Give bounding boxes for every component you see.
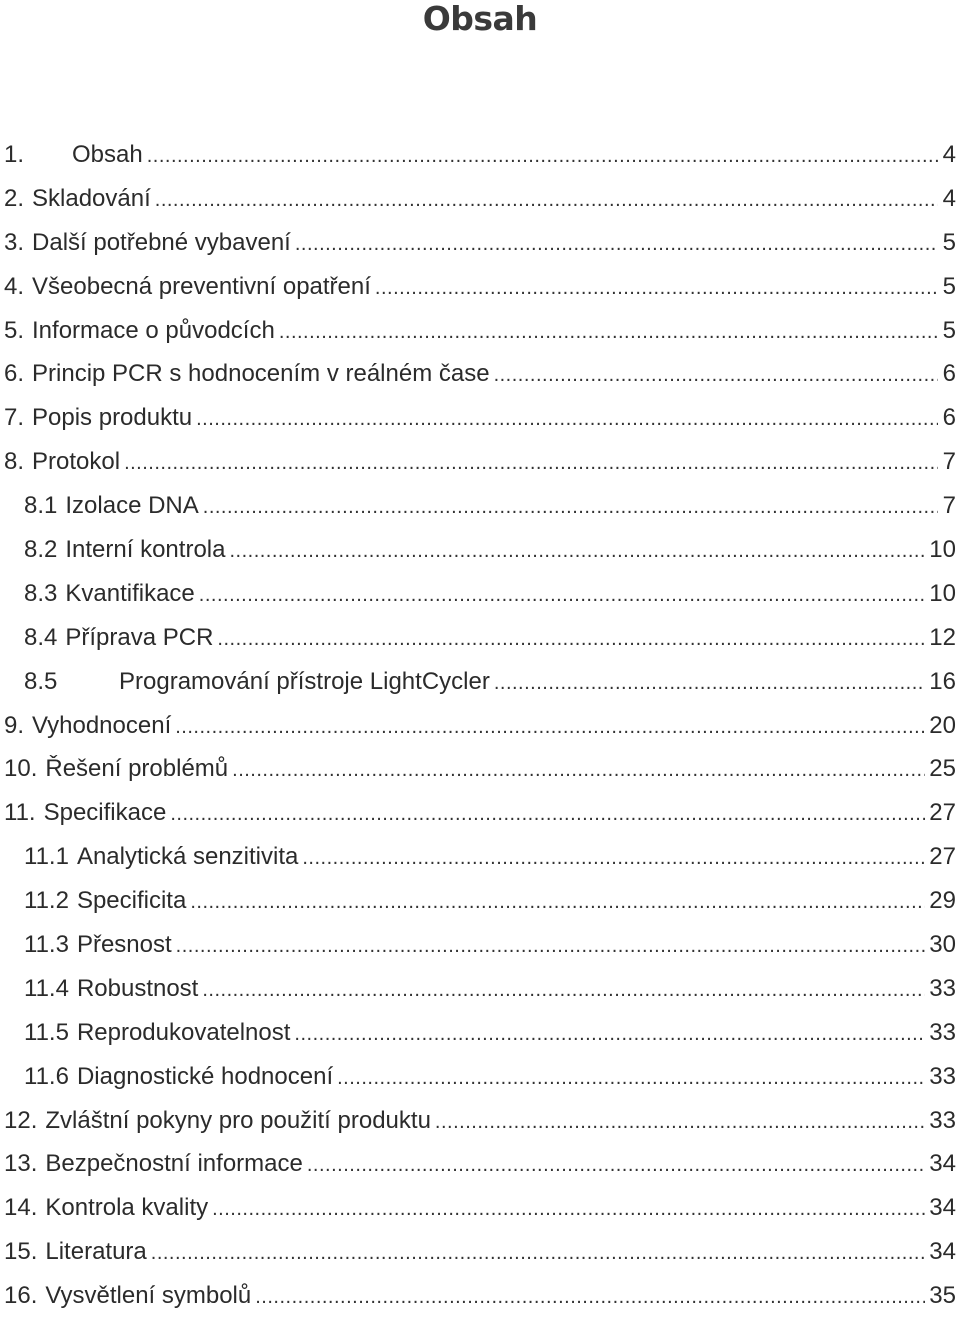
toc-entry[interactable] xyxy=(4,133,960,177)
toc-dot-leader xyxy=(212,1186,925,1232)
toc-entry-label: Bezpečnostní informace xyxy=(45,1150,303,1178)
toc-entry[interactable] xyxy=(4,835,960,879)
toc-entry-page-number: 27 xyxy=(929,799,956,827)
toc-entry-number: 11. xyxy=(4,799,36,827)
toc-entry-label: Další potřebné vybavení xyxy=(32,228,291,256)
toc-entry-label: Kontrola kvality xyxy=(45,1194,209,1222)
toc-entry-number: 6. xyxy=(4,360,25,388)
toc-entry[interactable] xyxy=(4,1142,960,1186)
toc-entry-page-number: 27 xyxy=(929,843,956,871)
toc-entry-number: 12. xyxy=(4,1106,38,1134)
toc-entry-label: Kvantifikace xyxy=(65,579,195,607)
table-of-contents xyxy=(4,133,960,1318)
toc-dot-leader xyxy=(435,1099,925,1145)
toc-entry[interactable] xyxy=(4,221,960,265)
toc-entry-page-number: 10 xyxy=(929,579,956,607)
toc-entry[interactable] xyxy=(4,1274,960,1318)
toc-entry-page-number: 10 xyxy=(929,536,956,564)
toc-entry-number: 1. xyxy=(4,141,25,168)
toc-entry[interactable] xyxy=(4,528,960,572)
toc-entry[interactable] xyxy=(4,660,960,704)
toc-entry-number: 11.6 xyxy=(24,1062,69,1090)
toc-entry-page-number: 20 xyxy=(929,711,956,739)
toc-entry[interactable] xyxy=(4,396,960,440)
toc-entry[interactable] xyxy=(4,791,960,835)
toc-entry-label: Zvláštní pokyny pro použití produktu xyxy=(45,1106,431,1134)
toc-dot-leader xyxy=(494,660,925,706)
toc-entry-number: 8.5 xyxy=(24,667,58,695)
toc-entry-label: Řešení problémů xyxy=(45,755,229,783)
toc-entry[interactable] xyxy=(4,704,960,748)
toc-entry-page-number: 33 xyxy=(929,1062,956,1090)
toc-entry-label: Vysvětlení symbolů xyxy=(45,1282,252,1310)
toc-dot-leader xyxy=(295,221,938,267)
toc-entry[interactable] xyxy=(4,1230,960,1274)
toc-entry-label: Specificita xyxy=(76,887,187,915)
toc-dot-leader xyxy=(202,967,925,1013)
toc-entry-number: 13. xyxy=(4,1150,38,1178)
toc-entry[interactable] xyxy=(4,1055,960,1099)
toc-entry-page-number: 34 xyxy=(929,1150,956,1178)
toc-entry[interactable] xyxy=(4,309,960,353)
toc-entry[interactable] xyxy=(4,747,960,791)
toc-entry-label: Izolace DNA xyxy=(65,492,199,520)
toc-entry[interactable] xyxy=(4,572,960,616)
toc-dot-leader xyxy=(229,528,925,574)
toc-entry-page-number: 5 xyxy=(942,272,956,300)
toc-entry-number: 11.1 xyxy=(24,843,69,871)
toc-entry-number: 8.2 xyxy=(24,536,58,564)
toc-entry[interactable] xyxy=(4,177,960,221)
toc-entry-label: Analytická senzitivita xyxy=(76,843,299,871)
toc-entry-number: 16. xyxy=(4,1282,38,1310)
toc-entry[interactable] xyxy=(4,616,960,660)
toc-entry-label: Popis produktu xyxy=(32,404,193,432)
toc-entry[interactable] xyxy=(4,879,960,923)
toc-dot-leader xyxy=(151,1230,926,1276)
toc-entry[interactable] xyxy=(4,1186,960,1230)
toc-dot-leader xyxy=(375,265,938,311)
toc-dot-leader xyxy=(302,835,925,881)
toc-dot-leader xyxy=(203,484,938,530)
toc-dot-leader xyxy=(175,704,925,750)
toc-entry-page-number: 33 xyxy=(929,1018,956,1046)
page-title: Obsah xyxy=(422,0,538,38)
toc-entry-label: Princip PCR s hodnocením v reálném čase xyxy=(32,360,490,388)
toc-dot-leader xyxy=(155,177,938,223)
toc-entry-label: Informace o původcích xyxy=(32,316,275,344)
toc-entry-number: 14. xyxy=(4,1194,38,1222)
toc-entry-number: 11.2 xyxy=(24,887,69,915)
toc-entry-page-number: 34 xyxy=(929,1194,956,1222)
toc-dot-leader xyxy=(494,352,938,398)
toc-entry-page-number: 5 xyxy=(942,316,956,344)
toc-entry-label: Interní kontrola xyxy=(65,536,226,564)
toc-entry[interactable] xyxy=(4,352,960,396)
toc-entry-page-number: 33 xyxy=(929,974,956,1002)
toc-entry-number: 10. xyxy=(4,755,38,783)
toc-entry-label: Příprava PCR xyxy=(65,623,214,651)
toc-entry-label: Všeobecná preventivní opatření xyxy=(32,272,371,300)
toc-entry[interactable] xyxy=(4,923,960,967)
toc-entry-label: Programování přístroje LightCycler xyxy=(119,667,490,695)
toc-entry-label: Robustnost xyxy=(76,974,199,1002)
toc-dot-leader xyxy=(294,1011,925,1057)
toc-entry-number: 8.3 xyxy=(24,579,58,607)
toc-entry-page-number: 6 xyxy=(942,360,956,388)
toc-entry[interactable] xyxy=(4,440,960,484)
toc-entry[interactable] xyxy=(4,484,960,528)
toc-entry-number: 11.3 xyxy=(24,931,69,959)
toc-entry-label: Specifikace xyxy=(43,799,167,827)
toc-entry-number: 11.4 xyxy=(24,974,69,1002)
toc-entry-label: Přesnost xyxy=(76,931,172,959)
toc-entry-page-number: 30 xyxy=(929,931,956,959)
toc-dot-leader xyxy=(124,440,938,486)
toc-entry-label: Literatura xyxy=(45,1238,147,1266)
toc-entry-page-number: 33 xyxy=(929,1106,956,1134)
toc-entry-number: 8. xyxy=(4,448,25,476)
toc-entry-label: Vyhodnocení xyxy=(32,711,172,739)
toc-entry-label: Obsah xyxy=(72,141,143,168)
toc-dot-leader xyxy=(279,309,938,355)
toc-entry-label: Protokol xyxy=(32,448,121,476)
toc-dot-leader xyxy=(170,791,925,837)
toc-entry-label: Skladování xyxy=(32,184,151,212)
toc-dot-leader xyxy=(255,1274,925,1320)
toc-dot-leader xyxy=(199,572,926,618)
toc-entry-number: 8.1 xyxy=(24,492,58,520)
toc-entry-page-number: 29 xyxy=(929,887,956,915)
toc-entry-page-number: 7 xyxy=(942,492,956,520)
toc-dot-leader xyxy=(147,133,938,179)
toc-entry[interactable] xyxy=(4,1099,960,1143)
toc-entry-page-number: 7 xyxy=(942,448,956,476)
toc-entry-page-number: 34 xyxy=(929,1238,956,1266)
toc-entry-number: 2. xyxy=(4,184,25,212)
toc-entry-number: 8.4 xyxy=(24,623,58,651)
toc-entry-number: 4. xyxy=(4,272,25,300)
toc-entry-number: 9. xyxy=(4,711,25,739)
toc-entry-number: 11.5 xyxy=(24,1018,69,1046)
toc-dot-leader xyxy=(190,879,925,925)
toc-dot-leader xyxy=(232,747,925,793)
toc-entry-number: 3. xyxy=(4,228,25,256)
toc-entry-number: 5. xyxy=(4,316,25,344)
toc-entry-page-number: 16 xyxy=(929,667,956,695)
toc-entry-page-number: 5 xyxy=(942,228,956,256)
toc-entry-number: 15. xyxy=(4,1238,38,1266)
toc-entry-label: Reprodukovatelnost xyxy=(76,1018,291,1046)
toc-dot-leader xyxy=(196,396,938,442)
toc-entry-page-number: 4 xyxy=(942,141,956,168)
toc-entry[interactable] xyxy=(4,967,960,1011)
toc-entry-page-number: 4 xyxy=(942,184,956,212)
toc-entry[interactable] xyxy=(4,265,960,309)
toc-entry-number: 7. xyxy=(4,404,25,432)
toc-entry[interactable] xyxy=(4,1011,960,1055)
toc-dot-leader xyxy=(217,616,925,662)
toc-dot-leader xyxy=(307,1142,925,1188)
toc-dot-leader xyxy=(176,923,926,969)
toc-entry-page-number: 25 xyxy=(929,755,956,783)
toc-entry-page-number: 35 xyxy=(929,1282,956,1310)
toc-entry-page-number: 12 xyxy=(929,623,956,651)
toc-entry-label: Diagnostické hodnocení xyxy=(76,1062,334,1090)
toc-entry-page-number: 6 xyxy=(942,404,956,432)
toc-dot-leader xyxy=(337,1055,925,1101)
